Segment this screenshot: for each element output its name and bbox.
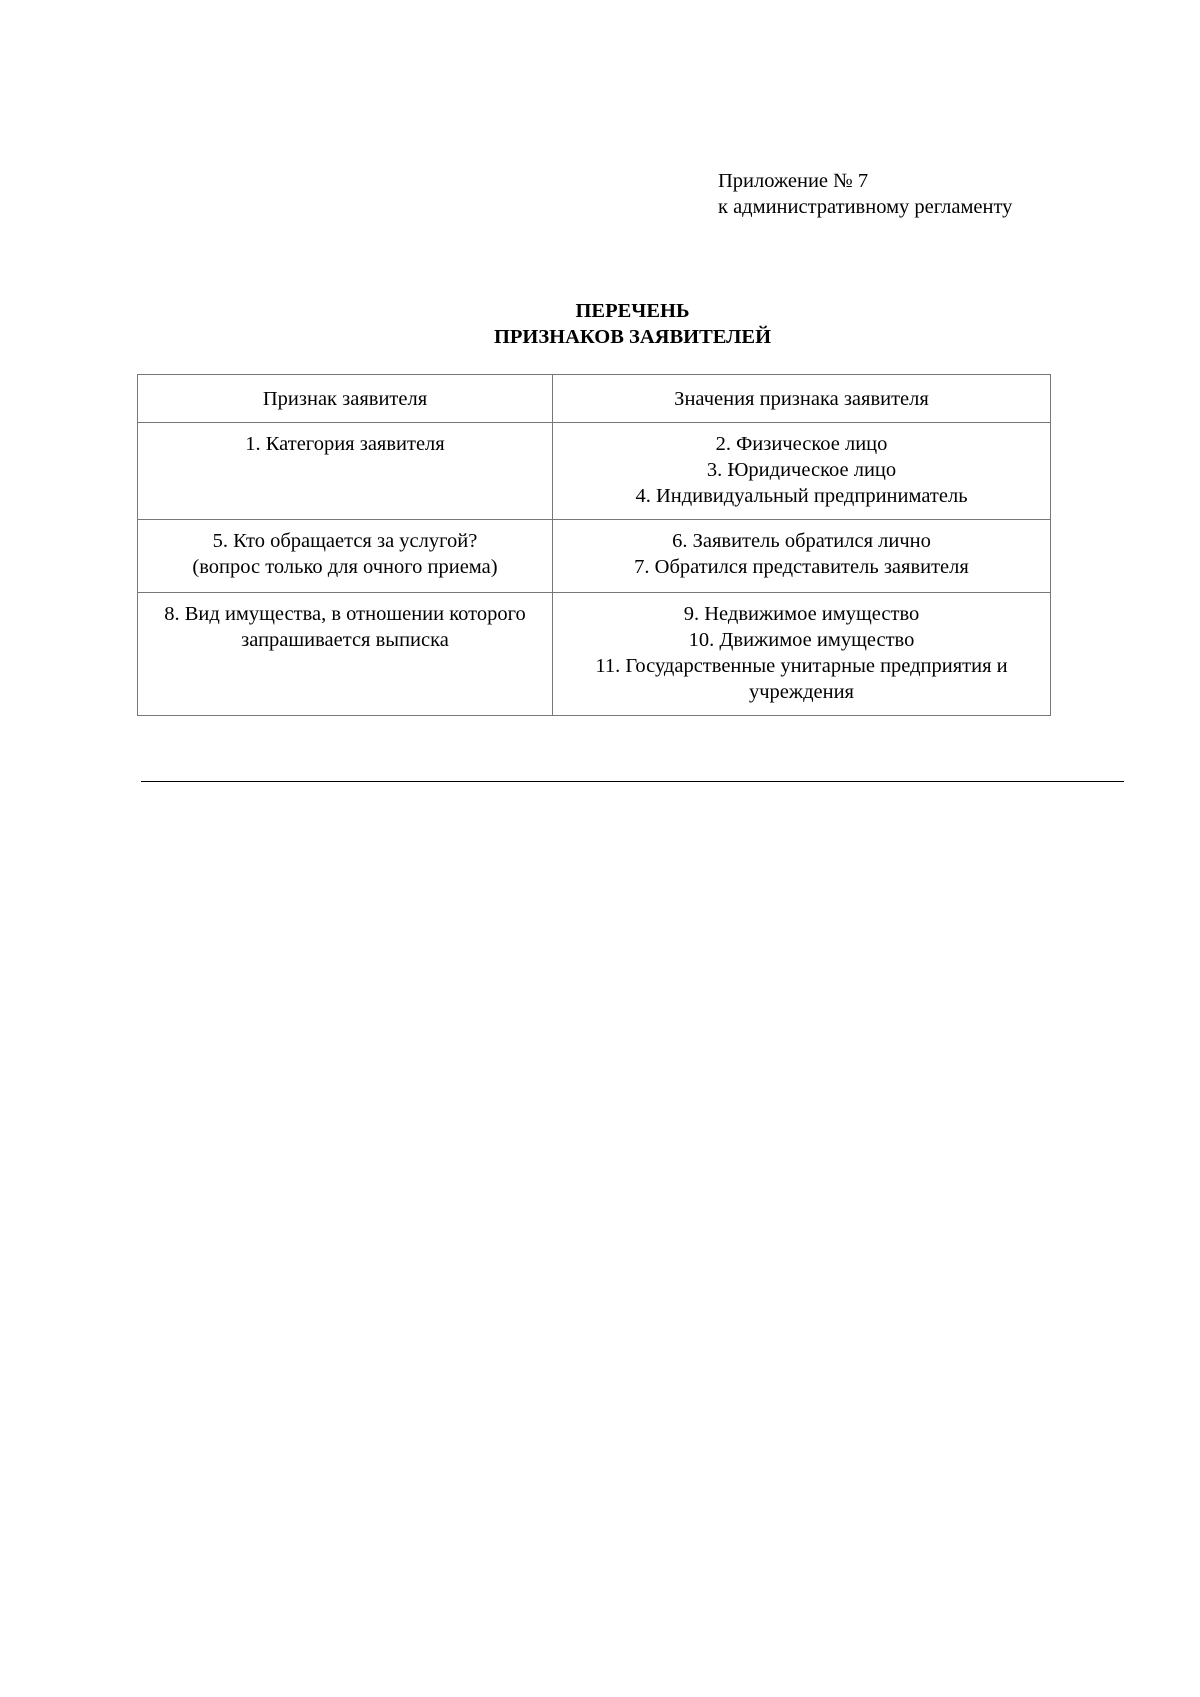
- cell-line: 7. Обратился представитель заявителя: [634, 556, 969, 578]
- column-header-sign: Признак заявителя: [138, 375, 553, 423]
- cell-line: 5. Кто обращается за услугой?: [212, 530, 478, 552]
- values-cell: [553, 520, 1051, 593]
- cell-line: 3. Юридическое лицо: [706, 459, 897, 481]
- values-cell: [553, 423, 1051, 520]
- cell-line: 11. Государственные унитарные предприятия и: [595, 655, 1008, 677]
- column-header-values: Значения признака заявителя: [553, 375, 1051, 423]
- document-title: [0, 298, 1200, 350]
- cell-line: 6. Заявитель обратился лично: [672, 530, 931, 552]
- sign-cell: [138, 593, 553, 716]
- sign-cell: [138, 423, 553, 520]
- annex-regulation: к административному регламенту: [718, 196, 1013, 218]
- annex-number: Приложение № 7: [718, 170, 869, 192]
- cell-line: (вопрос только для очного приема): [192, 556, 498, 578]
- cell-line: 10. Движимое имущество: [688, 629, 915, 651]
- table-header-row: [138, 375, 1051, 423]
- sign-cell: [138, 520, 553, 593]
- cell-line: учреждения: [749, 681, 854, 703]
- title-line-1: ПЕРЕЧЕНЬ: [575, 300, 690, 322]
- title-line-2: ПРИЗНАКОВ ЗАЯВИТЕЛЕЙ: [493, 326, 772, 348]
- cell-line: 1. Категория заявителя: [245, 433, 445, 455]
- annex-reference: [718, 168, 1012, 220]
- table-row: [138, 423, 1051, 520]
- applicant-signs-table: [137, 374, 1051, 716]
- cell-line: запрашивается выписка: [241, 629, 449, 651]
- table-row: [138, 593, 1051, 716]
- closing-rule: [141, 781, 1124, 782]
- table-row: [138, 520, 1051, 593]
- cell-line: 9. Недвижимое имущество: [683, 603, 920, 625]
- values-cell: [553, 593, 1051, 716]
- cell-line: 2. Физическое лицо: [715, 433, 888, 455]
- cell-line: 4. Индивидуальный предприниматель: [635, 485, 968, 507]
- cell-line: 8. Вид имущества, в отношении которого: [164, 603, 526, 625]
